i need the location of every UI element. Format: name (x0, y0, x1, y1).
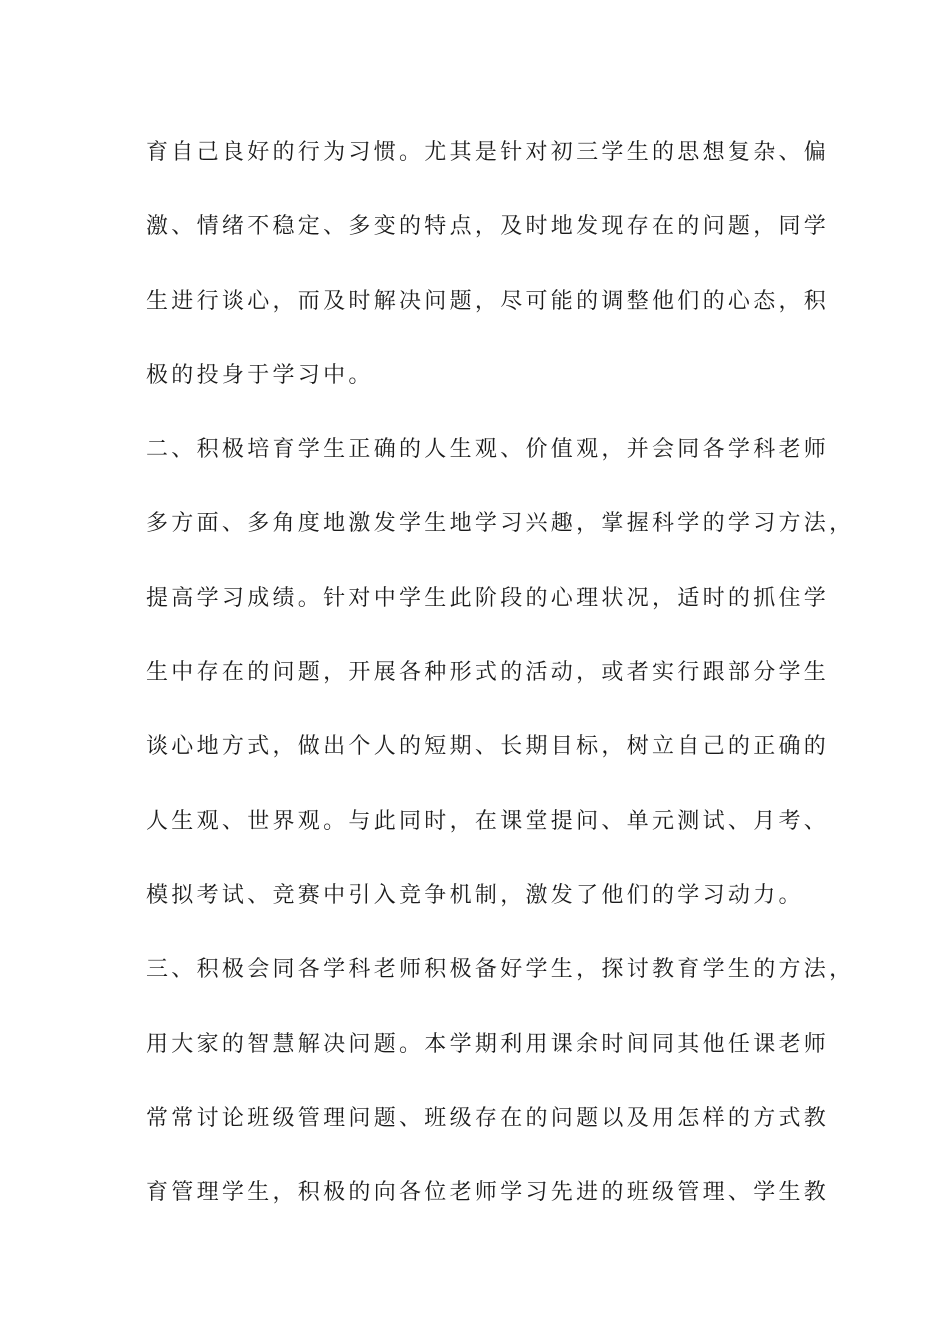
text-line: 育管理学生，积极的向各位老师学习先进的班级管理、学生教 (146, 1180, 830, 1206)
text-line: 模拟考试、竞赛中引入竞争机制，激发了他们的学习动力。 (146, 882, 804, 908)
text-line: 生进行谈心，而及时解决问题，尽可能的调整他们的心态，积 (146, 288, 830, 314)
text-line: 提高学习成绩。针对中学生此阶段的心理状况，适时的抓住学 (146, 585, 830, 611)
body-text (146, 128, 855, 1242)
text-line: 极的投身于学习中。 (146, 362, 374, 388)
text-line: 多方面、多角度地激发学生地学习兴趣，掌握科学的学习方法， (146, 511, 855, 537)
text-line: 人生观、世界观。与此同时，在课堂提问、单元测试、月考、 (146, 808, 830, 834)
text-line: 激、情绪不稳定、多变的特点，及时地发现存在的问题，同学 (146, 214, 830, 240)
text-line: 常常讨论班级管理问题、班级存在的问题以及用怎样的方式教 (146, 1105, 830, 1131)
text-line: 谈心地方式，做出个人的短期、长期目标，树立自己的正确的 (146, 734, 830, 760)
text-line: 用大家的智慧解决问题。本学期利用课余时间同其他任课老师 (146, 1031, 830, 1057)
text-line: 二、积极培育学生正确的人生观、价值观，并会同各学科老师 (146, 437, 830, 463)
text-line: 育自己良好的行为习惯。尤其是针对初三学生的思想复杂、偏 (146, 140, 830, 165)
text-line: 三、积极会同各学科老师积极备好学生，探讨教育学生的方法， (146, 957, 855, 983)
text-line: 生中存在的问题，开展各种形式的活动，或者实行跟部分学生 (146, 660, 830, 686)
